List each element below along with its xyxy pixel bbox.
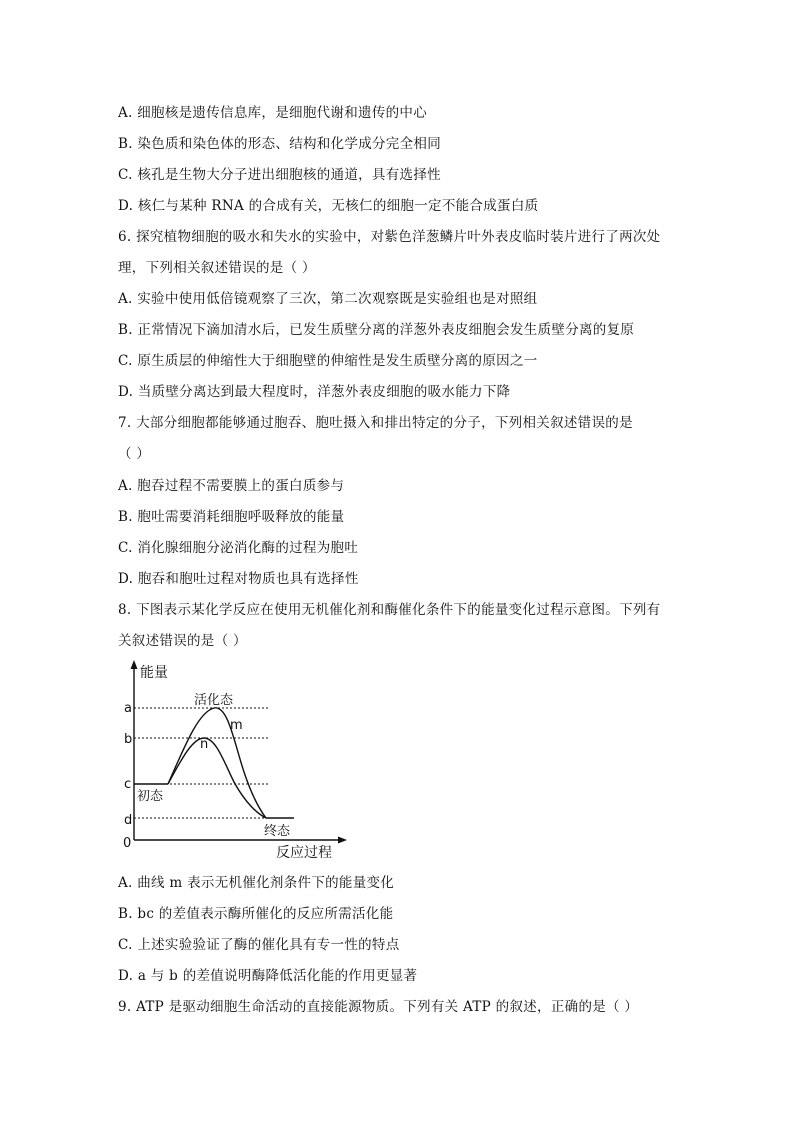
x-axis-label: 反应过程 (276, 845, 332, 861)
q8-option-c: C. 上述实验验证了酶的催化具有专一性的特点 (118, 937, 400, 953)
q6-option-c: C. 原生质层的伸缩性大于细胞壁的伸缩性是发生质壁分离的原因之一 (118, 353, 538, 369)
energy-diagram (118, 658, 354, 868)
q5-option-b: B. 染色质和染色体的形态、结构和化学成分完全相同 (118, 136, 442, 152)
initial-state-label: 初态 (137, 789, 164, 804)
level-label-a: a (124, 701, 132, 716)
q9-stem: 9. ATP 是驱动细胞生命活动的直接能源物质。下列有关 ATP 的叙述，正确的是（ ） (118, 999, 639, 1015)
q7-stem-line-2: （ ） (118, 446, 151, 462)
curve-m-label: m (230, 718, 243, 733)
curve-m (168, 708, 266, 818)
q7-stem-line-1: 7. 大部分细胞都能够通过胞吞、胞吐摄入和排出特定的分子，下列相关叙述错误的是 (118, 415, 633, 431)
level-label-d: d (124, 813, 133, 828)
y-axis-label: 能量 (140, 665, 168, 681)
active-state-label: 活化态 (194, 693, 234, 708)
q6-stem-line-1: 6. 探究植物细胞的吸水和失水的实验中，对紫色洋葱鳞片叶外表皮临时装片进行了两次处 (118, 229, 661, 245)
level-label-b: b (124, 732, 133, 747)
q6-stem-line-2: 理，下列相关叙述错误的是（ ） (118, 260, 316, 276)
q8-option-a: A. 曲线 m 表示无机催化剂条件下的能量变化 (118, 875, 395, 891)
q8-stem-line-1: 8. 下图表示某化学反应在使用无机催化剂和酶催化条件下的能量变化过程示意图。下列有 (118, 602, 661, 618)
q7-option-c: C. 消化腺细胞分泌消化酶的过程为胞吐 (118, 540, 359, 556)
q6-option-d: D. 当质壁分离达到最大程度时，洋葱外表皮细胞的吸水能力下降 (118, 384, 511, 400)
q7-option-b: B. 胞吐需要消耗细胞呼吸释放的能量 (118, 509, 345, 525)
q8-option-d: D. a 与 b 的差值说明酶降低活化能的作用更显著 (118, 968, 418, 984)
final-state-label: 终态 (264, 824, 291, 839)
q5-option-d: D. 核仁与某种 RNA 的合成有关，无核仁的细胞一定不能合成蛋白质 (118, 198, 539, 214)
level-label-zero: 0 (123, 836, 132, 851)
curve-n-label: n (200, 737, 209, 752)
q8-stem-line-2: 关叙述错误的是（ ） (118, 633, 247, 649)
q5-option-a: A. 细胞核是遗传信息库，是细胞代谢和遗传的中心 (118, 105, 428, 121)
level-label-c: c (124, 777, 132, 792)
q6-option-b: B. 正常情况下滴加清水后，已发生质壁分离的洋葱外表皮细胞会发生质壁分离的复原 (118, 322, 635, 338)
q7-option-a: A. 胞吞过程不需要膜上的蛋白质参与 (118, 478, 345, 494)
q7-option-d: D. 胞吞和胞吐过程对物质也具有选择性 (118, 571, 359, 587)
q6-option-a: A. 实验中使用低倍镜观察了三次，第二次观察既是实验组也是对照组 (118, 291, 538, 307)
q8-option-b: B. bc 的差值表示酶所催化的反应所需活化能 (118, 906, 394, 922)
q5-option-c: C. 核孔是生物大分子进出细胞核的通道，具有选择性 (118, 167, 441, 183)
y-axis-arrow (131, 660, 138, 669)
x-axis-arrow (338, 837, 347, 844)
